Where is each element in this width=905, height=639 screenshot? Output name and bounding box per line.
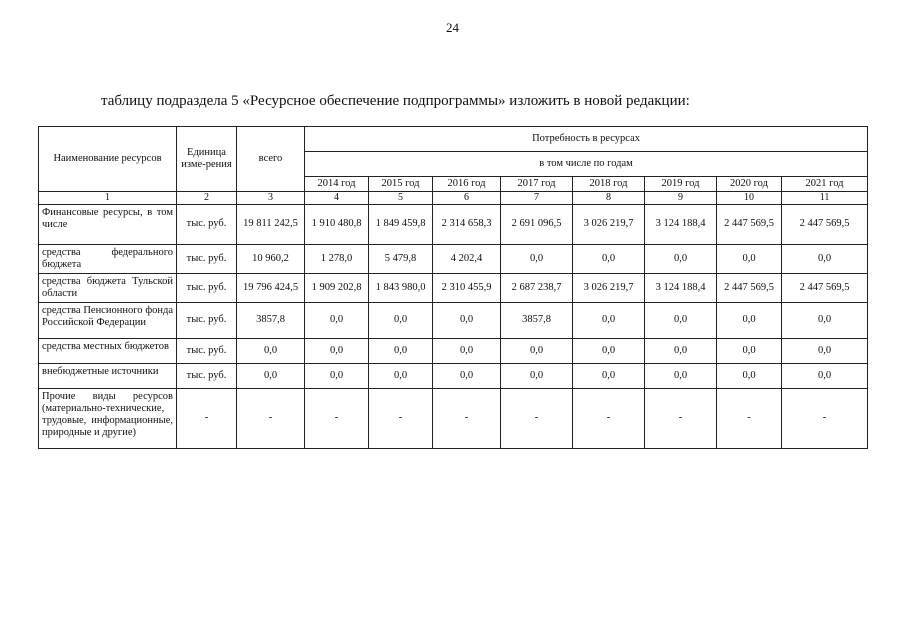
value-cell: 0,0 xyxy=(782,302,868,338)
value-cell: - xyxy=(717,388,782,448)
table-row xyxy=(39,302,868,338)
value-cell: - xyxy=(433,388,501,448)
value-cell: 0,0 xyxy=(645,338,717,363)
header-total: всего xyxy=(237,127,305,192)
value-cell: 2 447 569,5 xyxy=(717,204,782,244)
value-cell: 0,0 xyxy=(369,302,433,338)
header-name: Наименование ресурсов xyxy=(39,127,177,192)
resource-name-cell: средства Пенсионного фонда Российской Федерации xyxy=(39,302,177,338)
header-unit: Единица изме-рения xyxy=(177,127,237,192)
value-cell: 0,0 xyxy=(305,302,369,338)
value-cell: 19 811 242,5 xyxy=(237,204,305,244)
table-row xyxy=(39,388,868,448)
column-number: 2 xyxy=(177,192,237,205)
value-cell: 0,0 xyxy=(717,338,782,363)
column-number: 3 xyxy=(237,192,305,205)
value-cell: 0,0 xyxy=(573,244,645,273)
header-year: 2016 год xyxy=(433,177,501,192)
value-cell: 0,0 xyxy=(573,363,645,388)
column-number: 9 xyxy=(645,192,717,205)
column-number: 5 xyxy=(369,192,433,205)
value-cell: 2 691 096,5 xyxy=(501,204,573,244)
column-number: 7 xyxy=(501,192,573,205)
value-cell: 0,0 xyxy=(782,244,868,273)
value-cell: 0,0 xyxy=(645,244,717,273)
resource-name-cell: Финансовые ресурсы, в том числе xyxy=(39,204,177,244)
value-cell: 0,0 xyxy=(433,363,501,388)
value-cell: 3 124 188,4 xyxy=(645,273,717,302)
value-cell: 5 479,8 xyxy=(369,244,433,273)
value-cell: 0,0 xyxy=(645,302,717,338)
page-number: 24 xyxy=(446,20,459,35)
value-cell: - xyxy=(645,388,717,448)
value-cell: 3 026 219,7 xyxy=(573,273,645,302)
value-cell: - xyxy=(305,388,369,448)
column-number: 6 xyxy=(433,192,501,205)
unit-cell: тыс. руб. xyxy=(177,302,237,338)
value-cell: 19 796 424,5 xyxy=(237,273,305,302)
value-cell: 3 124 188,4 xyxy=(645,204,717,244)
value-cell: 0,0 xyxy=(782,338,868,363)
value-cell: 1 849 459,8 xyxy=(369,204,433,244)
value-cell: 4 202,4 xyxy=(433,244,501,273)
header-by-years: в том числе по годам xyxy=(305,152,868,177)
value-cell: 1 910 480,8 xyxy=(305,204,369,244)
value-cell: 0,0 xyxy=(433,302,501,338)
column-number: 1 xyxy=(39,192,177,205)
value-cell: 1 278,0 xyxy=(305,244,369,273)
value-cell: - xyxy=(369,388,433,448)
column-number: 8 xyxy=(573,192,645,205)
value-cell: 0,0 xyxy=(782,363,868,388)
intro-text: таблицу подраздела 5 «Ресурсное обеспечение подпрограммы» изложить в новой редакции: xyxy=(101,93,690,109)
value-cell: 1 843 980,0 xyxy=(369,273,433,302)
value-cell: 2 314 658,3 xyxy=(433,204,501,244)
column-number: 11 xyxy=(782,192,868,205)
value-cell: 0,0 xyxy=(369,363,433,388)
header-need: Потребность в ресурсах xyxy=(305,127,868,152)
unit-cell: тыс. руб. xyxy=(177,363,237,388)
value-cell: 0,0 xyxy=(501,244,573,273)
value-cell: - xyxy=(237,388,305,448)
value-cell: 0,0 xyxy=(573,338,645,363)
value-cell: 0,0 xyxy=(305,363,369,388)
value-cell: 0,0 xyxy=(433,338,501,363)
value-cell: 3857,8 xyxy=(237,302,305,338)
value-cell: 3 026 219,7 xyxy=(573,204,645,244)
value-cell: 2 447 569,5 xyxy=(782,204,868,244)
value-cell: 0,0 xyxy=(237,363,305,388)
column-number: 4 xyxy=(305,192,369,205)
table-row xyxy=(39,244,868,273)
header-year: 2019 год xyxy=(645,177,717,192)
value-cell: 0,0 xyxy=(237,338,305,363)
value-cell: 0,0 xyxy=(717,244,782,273)
header-year: 2017 год xyxy=(501,177,573,192)
table-row xyxy=(39,273,868,302)
unit-cell: - xyxy=(177,388,237,448)
table-body xyxy=(39,192,868,449)
unit-cell: тыс. руб. xyxy=(177,244,237,273)
value-cell: 10 960,2 xyxy=(237,244,305,273)
header-year: 2020 год xyxy=(717,177,782,192)
table-row xyxy=(39,363,868,388)
header-year: 2015 год xyxy=(369,177,433,192)
value-cell: 0,0 xyxy=(717,302,782,338)
value-cell: - xyxy=(573,388,645,448)
value-cell: 0,0 xyxy=(717,363,782,388)
value-cell: 2 447 569,5 xyxy=(717,273,782,302)
value-cell: 0,0 xyxy=(369,338,433,363)
column-number: 10 xyxy=(717,192,782,205)
resource-name-cell: Прочие виды ресурсов (материально-технические, трудовые, информационные, природные и другие) xyxy=(39,388,177,448)
column-number-row xyxy=(39,192,868,205)
value-cell: - xyxy=(501,388,573,448)
table-header xyxy=(39,127,868,192)
value-cell: 0,0 xyxy=(573,302,645,338)
resource-name-cell: средства федерального бюджета xyxy=(39,244,177,273)
value-cell: - xyxy=(782,388,868,448)
value-cell: 2 310 455,9 xyxy=(433,273,501,302)
unit-cell: тыс. руб. xyxy=(177,204,237,244)
value-cell: 0,0 xyxy=(501,363,573,388)
resource-name-cell: средства местных бюджетов xyxy=(39,338,177,363)
table-row xyxy=(39,338,868,363)
resource-name-cell: внебюджетные источники xyxy=(39,363,177,388)
header-year: 2018 год xyxy=(573,177,645,192)
value-cell: 2 447 569,5 xyxy=(782,273,868,302)
value-cell: 2 687 238,7 xyxy=(501,273,573,302)
value-cell: 0,0 xyxy=(645,363,717,388)
unit-cell: тыс. руб. xyxy=(177,338,237,363)
value-cell: 1 909 202,8 xyxy=(305,273,369,302)
value-cell: 0,0 xyxy=(501,338,573,363)
resource-name-cell: средства бюджета Тульской области xyxy=(39,273,177,302)
table-row xyxy=(39,204,868,244)
header-year: 2021 год xyxy=(782,177,868,192)
unit-cell: тыс. руб. xyxy=(177,273,237,302)
value-cell: 3857,8 xyxy=(501,302,573,338)
value-cell: 0,0 xyxy=(305,338,369,363)
resources-table xyxy=(38,126,868,449)
header-year: 2014 год xyxy=(305,177,369,192)
